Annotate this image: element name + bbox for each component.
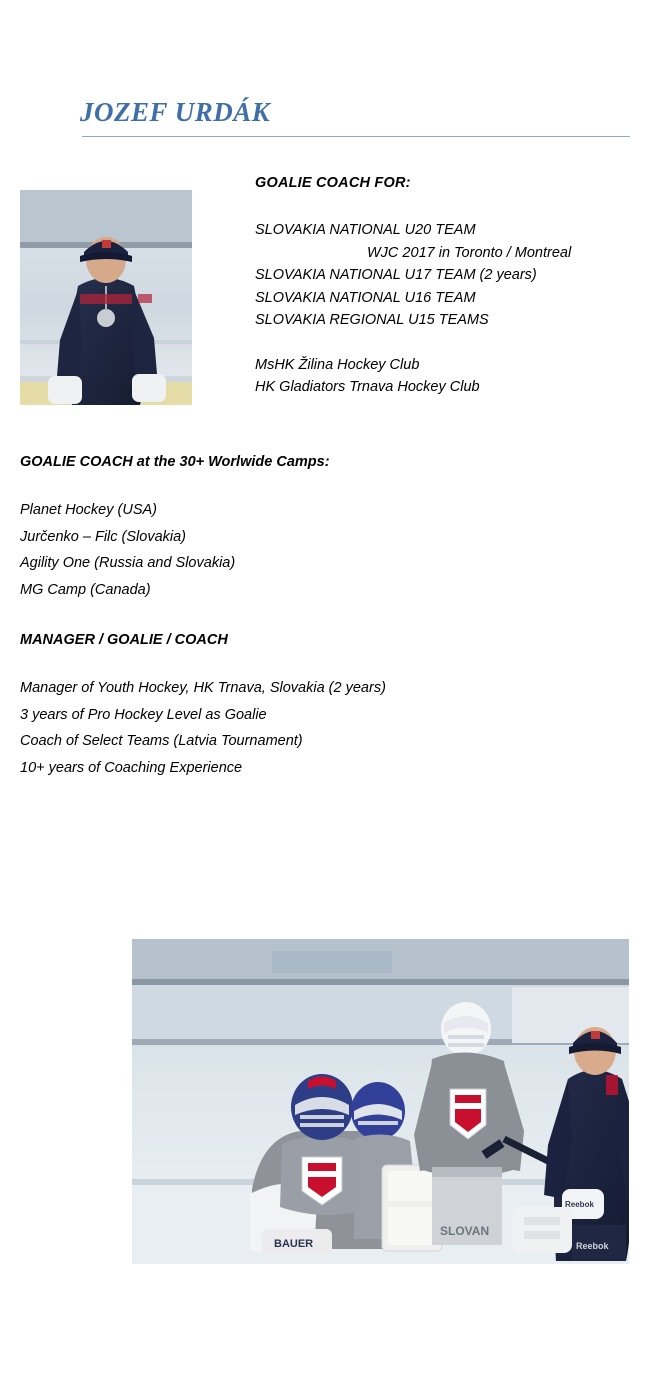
team-item: SLOVAKIA NATIONAL U20 TEAM [255,222,476,239]
goalie-coach-for-block [255,175,668,399]
portrait-photo [20,190,192,405]
team-photo-graphic [132,939,629,1264]
manager-heading: MANAGER / GOALIE / COACH [20,632,228,649]
club-item: HK Gladiators Trnava Hockey Club [255,379,480,396]
manager-item: 10+ years of Coaching Experience [20,759,243,776]
manager-item: 3 years of Pro Hockey Level as Goalie [20,706,267,723]
camp-item: MG Camp (Canada) [20,581,151,598]
portrait-photo-graphic [20,190,192,405]
title-block [20,96,648,137]
club-item: MsHK Žilina Hockey Club [255,356,420,373]
clubs-list [255,354,668,399]
manager-goalie-coach-block [20,629,648,781]
document-page [0,96,668,1376]
svg-text:BAUER: BAUER [274,1238,314,1250]
team-item-wjc: WJC 2017 in Toronto / Montreal [367,244,572,261]
camp-item: Planet Hockey (USA) [20,502,157,519]
svg-text:Reebok: Reebok [576,1241,609,1251]
camp-item: Jurčenko – Filc (Slovakia) [20,528,186,545]
top-section [20,175,648,405]
camp-item: Agility One (Russia and Slovakia) [20,555,236,572]
title-divider [82,136,630,137]
team-item: SLOVAKIA NATIONAL U16 TEAM [255,289,476,306]
camps-block [20,451,648,603]
team-item: SLOVAKIA NATIONAL U17 TEAM (2 years) [255,267,537,284]
teams-list [255,219,668,332]
goalie-coach-for-heading: GOALIE COACH FOR: [255,175,411,192]
team-item: SLOVAKIA REGIONAL U15 TEAMS [255,312,489,329]
manager-item: Coach of Select Teams (Latvia Tournament) [20,733,303,750]
manager-list [20,675,648,781]
camps-heading: GOALIE COACH at the 30+ Worlwide Camps: [20,454,330,471]
svg-text:SLOVAN: SLOVAN [440,1224,490,1238]
svg-text:Reebok: Reebok [565,1200,594,1209]
manager-item: Manager of Youth Hockey, HK Trnava, Slovakia (2 years) [20,680,386,697]
team-photo [132,939,629,1264]
page-title: JOZEF URDÁK [80,97,271,127]
camps-list [20,497,648,603]
